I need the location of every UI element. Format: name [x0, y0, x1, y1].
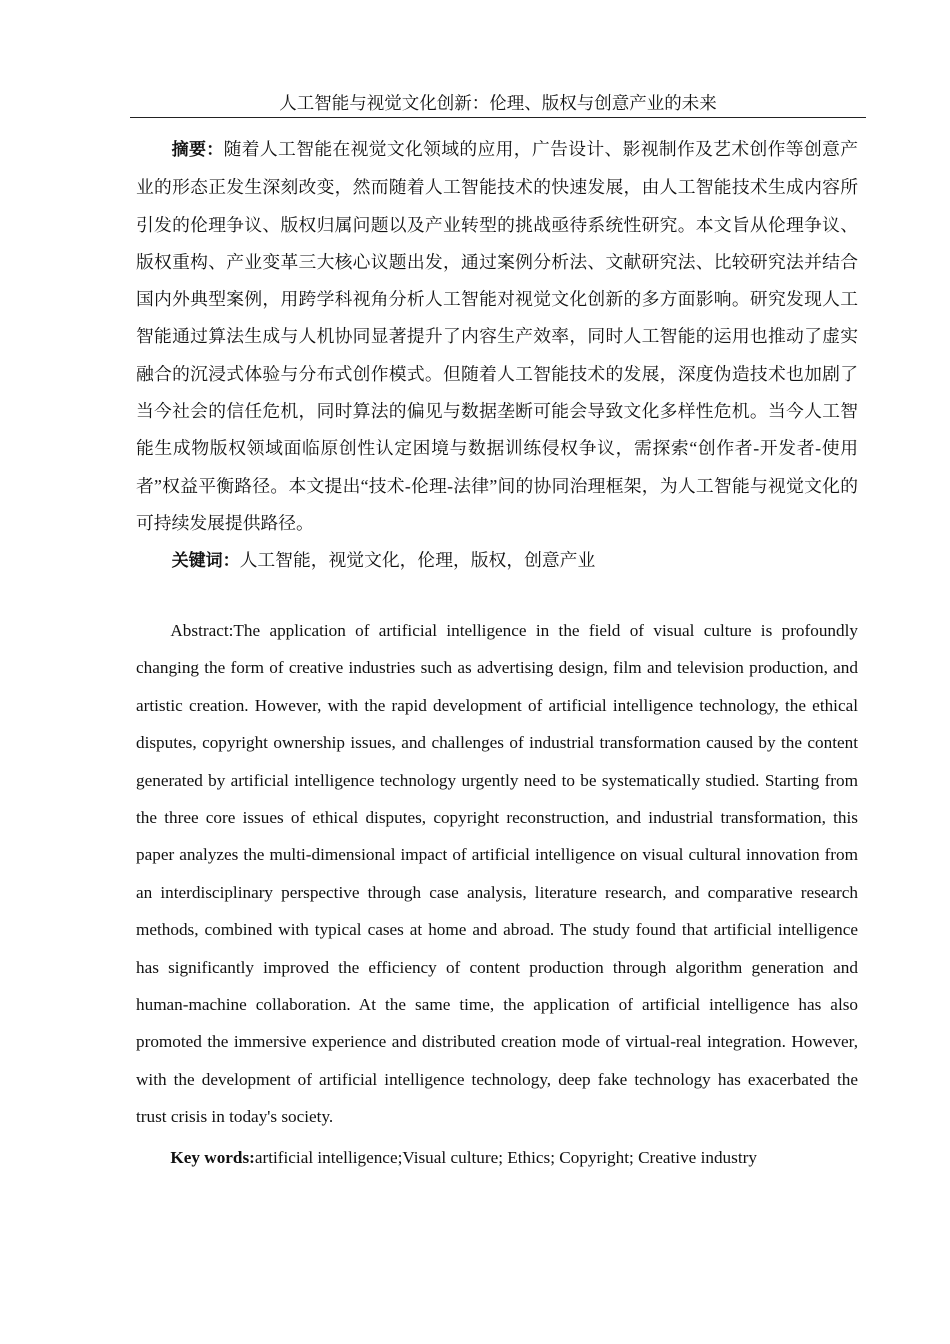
abstract-label-cn: 摘要： [171, 140, 224, 160]
keywords-text-en: artificial intelligence;Visual culture; Ethics; Copyright; Creative industry [254, 1147, 757, 1167]
keywords-text-cn: 人工智能，视觉文化，伦理，版权，创意产业 [239, 550, 596, 571]
chinese-keywords [136, 542, 858, 580]
keywords-label-cn: 关键词： [171, 551, 240, 572]
english-keywords [136, 1139, 858, 1176]
abstract-text-en: Abstract:The application of artificial intelligence in the field of visual culture is profoundly changing the form of creative industries such as advertising design, film and television production, and artistic creation. However, with the rapid development of artificial intelligence technology, the ethical disputes, copyright ownership issues, and challenges of industrial transformation caused by the content generated by artificial intelligence technology urgently need to be systematically studied. Starting from the three core issues of ethical disputes, copyright reconstruction, and industrial transformation, this paper analyzes the multi-dimensional impact of artificial intelligence on visual cultural innovation from an interdisciplinary perspective through case analysis, literature research, and comparative research methods, combined with typical cases at home and abroad. The study found that artificial intelligence has significantly improved the efficiency of content production through algorithm generation and human-machine collaboration. At the same time, the application of artificial intelligence has also promoted the immersive experience and distributed creation mode of virtual-real integration. However, with the development of artificial intelligence technology, deep fake technology has exacerbated the trust crisis in today's society. [136, 621, 858, 1127]
abstract-text-cn: 随着人工智能在视觉文化领域的应用，广告设计、影视制作及艺术创作等创意产业的形态正发生深刻改变，然而随着人工智能技术的快速发展，由人工智能技术生成内容所引发的伦理争议、版权归属问题以及产业转型的挑战亟待系统性研究。本文旨从伦理争议、版权重构、产业变革三大核心议题出发，通过案例分析法、文献研究法、比较研究法并结合国内外典型案例，用跨学科视角分析人工智能对视觉文化创新的多方面影响。研究发现人工智能通过算法生成与人机协同显著提升了内容生产效率，同时人工智能的运用也推动了虚实融合的沉浸式体验与分布式创作模式。但随着人工智能技术的发展，深度伪造技术也加剧了当今社会的信任危机，同时算法的偏见与数据垄断可能会导致文化多样性危机。当今人工智能生成物版权领域面临原创性认定困境与数据训练侵权争议，需探索“创作者-开发者-使用者”权益平衡路径。本文提出“技术-伦理-法律”间的协同治理框架，为人工智能与视觉文化的可持续发展提供路径。 [136, 139, 858, 533]
running-header [130, 90, 866, 118]
chinese-abstract [136, 131, 858, 542]
paper-title: 人工智能与视觉文化创新：伦理、版权与创意产业的未来 [279, 93, 717, 113]
english-abstract [136, 612, 858, 1136]
english-section [136, 612, 858, 1176]
keywords-label-en: Key words: [170, 1147, 255, 1167]
chinese-section [136, 131, 858, 581]
